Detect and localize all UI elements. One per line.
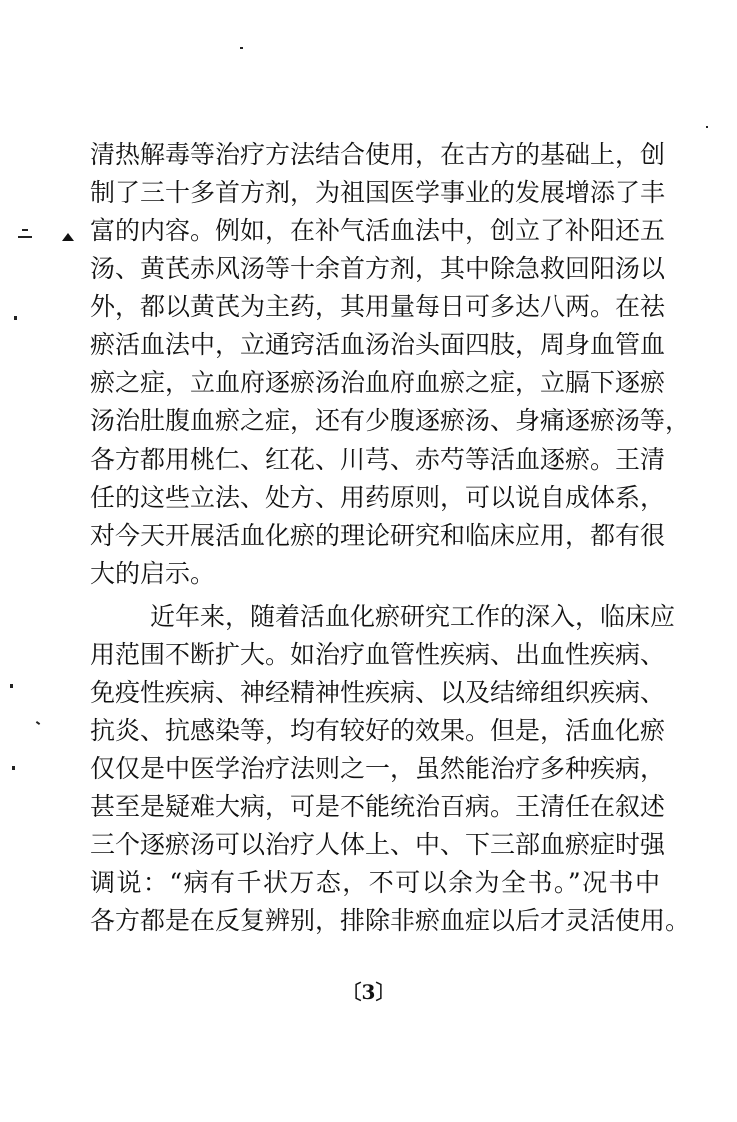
paragraph-start-line: 近年来，随着活血化瘀研究工作的深入，临床应 — [150, 602, 676, 631]
text-line: 抗炎、抗感染等，均有较好的效果。但是，活血化瘀 — [90, 716, 666, 745]
text-line: 免疫性疾病、神经精神性疾病、以及结缔组织疾病、 — [90, 678, 666, 707]
text-line: 外，都以黄芪为主药，其用量每日可多达八两。在祛 — [90, 292, 666, 321]
text-line: 各方都是在反复辨别，排除非瘀血症以后才灵活使用。 — [90, 906, 691, 935]
text-line: 大的启示。 — [90, 559, 216, 588]
page-number: 〔3〕 — [341, 980, 396, 1004]
text-line: 甚至是疑难大病，可是不能统治百病。王清任在叙述 — [90, 792, 666, 821]
text-line: 瘀之症，立血府逐瘀汤治血府血瘀之症，立膈下逐瘀 — [90, 368, 666, 397]
text-line: 仅仅是中医学治疗法则之一，虽然能治疗多种疾病， — [90, 754, 666, 783]
text-line: 三个逐瘀汤可以治疗人体上、中、下三部血瘀症时强 — [90, 830, 666, 859]
scan-mark-dot — [240, 47, 243, 49]
text-line: 调说：“病有千状万态，不可以余为全书。”况书中 — [90, 868, 660, 897]
text-line: 对今天开展活血化瘀的理论研究和临床应用，都有很 — [90, 521, 666, 550]
scan-mark-dash — [22, 229, 28, 231]
text-line: 瘀活血法中，立通窍活血汤治头面四肢，周身血管血 — [90, 330, 666, 359]
scan-mark-dot — [14, 316, 17, 320]
scan-mark-dot — [12, 766, 15, 770]
scan-mark-dot — [706, 126, 708, 128]
text-line: 任的这些立法、处方、用药原则，可以说自成体系， — [90, 483, 666, 512]
scan-mark-dash — [18, 236, 32, 238]
scan-mark-dot — [10, 684, 13, 688]
text-line: 汤、黄芪赤风汤等十余首方剂，其中除急救回阳汤以 — [90, 254, 666, 283]
text-line: 各方都用桃仁、红花、川芎、赤芍等活血逐瘀。王清 — [90, 445, 666, 474]
text-line: 清热解毒等治疗方法结合使用，在古方的基础上，创 — [90, 140, 666, 169]
text-line: 富的内容。例如，在补气活血法中，创立了补阳还五 — [90, 216, 666, 245]
text-line: 用范围不断扩大。如治疗血管性疾病、出血性疾病、 — [90, 640, 666, 669]
scan-mark-triangle — [62, 233, 74, 241]
text-line: 汤治肚腹血瘀之症，还有少腹逐瘀汤、身痛逐瘀汤等， — [90, 406, 691, 435]
text-line: 制了三十多首方剂，为祖国医学事业的发展增添了丰 — [90, 178, 666, 207]
scan-mark-dot — [36, 721, 40, 725]
